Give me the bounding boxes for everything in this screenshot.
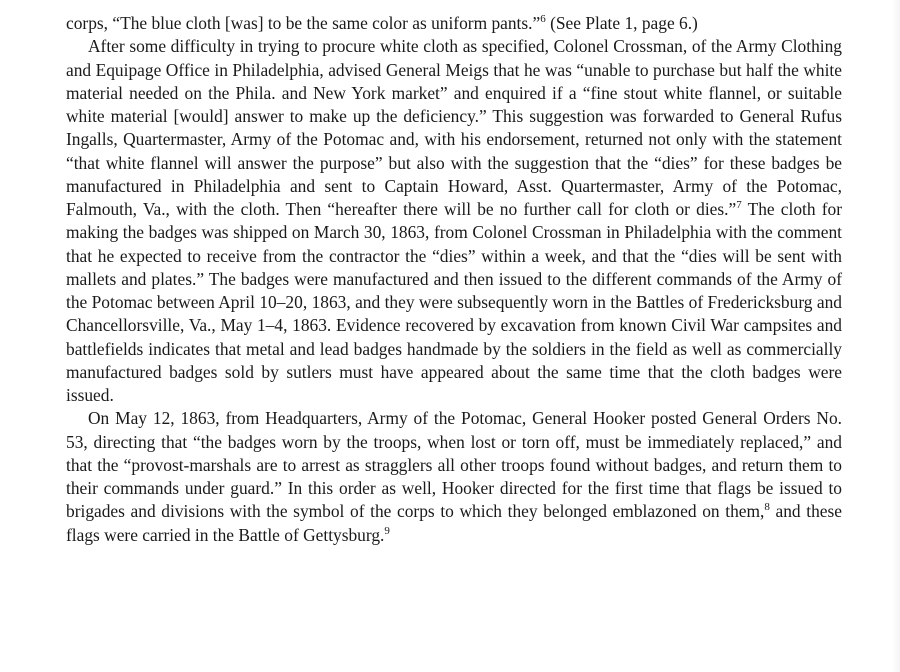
paragraph-text: and these flags were carried in the Battle of Gettysburg. <box>66 501 842 545</box>
paragraph-general-orders <box>66 407 842 547</box>
footnote-reference-9: 9 <box>384 524 390 537</box>
document-page <box>66 12 842 547</box>
paragraph-text: The cloth for making the badges was shipped on March 30, 1863, from Colonel Crossman in Philadelphia with the comment that he expected to receive from the contractor the “dies” within a week, and that the “dies will be sent with mallets and plates.” The badges were manufactured and then issued to the different commands of the Army of the Potomac between April 10–20, 1863, and they were subsequently worn in the Battles of Fredericksburg and Chancellorsville, Va., May 1–4, 1863. Evidence recovered by excavation from known Civil War campsites and battlefields indicates that metal and lead badges handmade by the soldiers in the field as well as commercially manufactured badges sold by sutlers must have appeared about the same time that the cloth badges were issued. <box>66 199 842 405</box>
paragraph-text: On May 12, 1863, from Headquarters, Army of the Potomac, General Hooker posted General Orders No. 53, directing that “the badges worn by the troops, when lost or torn off, must be immediately replaced,” and that the “provost-marshals are to arrest as stragglers all other troops found without badges, and return them to their commands under guard.” In this order as well, Hooker directed for the first time that flags be issued to brigades and divisions with the symbol of the corps to which they belonged emblazoned on them, <box>66 408 842 522</box>
paragraph-text: (See Plate 1, page 6.) <box>545 13 698 33</box>
paragraph-badges-procurement <box>66 35 842 407</box>
paragraph-continuation <box>66 12 842 35</box>
page-edge-shadow <box>892 0 900 672</box>
paragraph-text: After some difficulty in trying to procure white cloth as specified, Colonel Crossman, of the Army Clothing and Equipage Office in Philadelphia, advised General Meigs that he was “unable to purchase but half the white material needed on the Phila. and New York market” and enquired if a “fine stout white flannel, or suitable white material [would] answer to make up the deficiency.” This suggestion was forwarded to General Rufus Ingalls, Quartermaster, Army of the Potomac and, with his endorsement, returned not only with the statement “that white flannel will answer the purpose” but also with the suggestion that the “dies” for these badges be manufactured in Philadelphia and sent to Captain Howard, Asst. Quartermaster, Army of the Potomac, Falmouth, Va., with the cloth. Then “hereafter there will be no further call for cloth or dies.” <box>66 36 842 219</box>
footnote-reference-6: 6 <box>540 13 546 26</box>
footnote-reference-8: 8 <box>764 501 770 514</box>
paragraph-text: corps, “The blue cloth [was] to be the same color as uniform pants.” <box>66 13 541 33</box>
footnote-reference-7: 7 <box>736 199 742 212</box>
